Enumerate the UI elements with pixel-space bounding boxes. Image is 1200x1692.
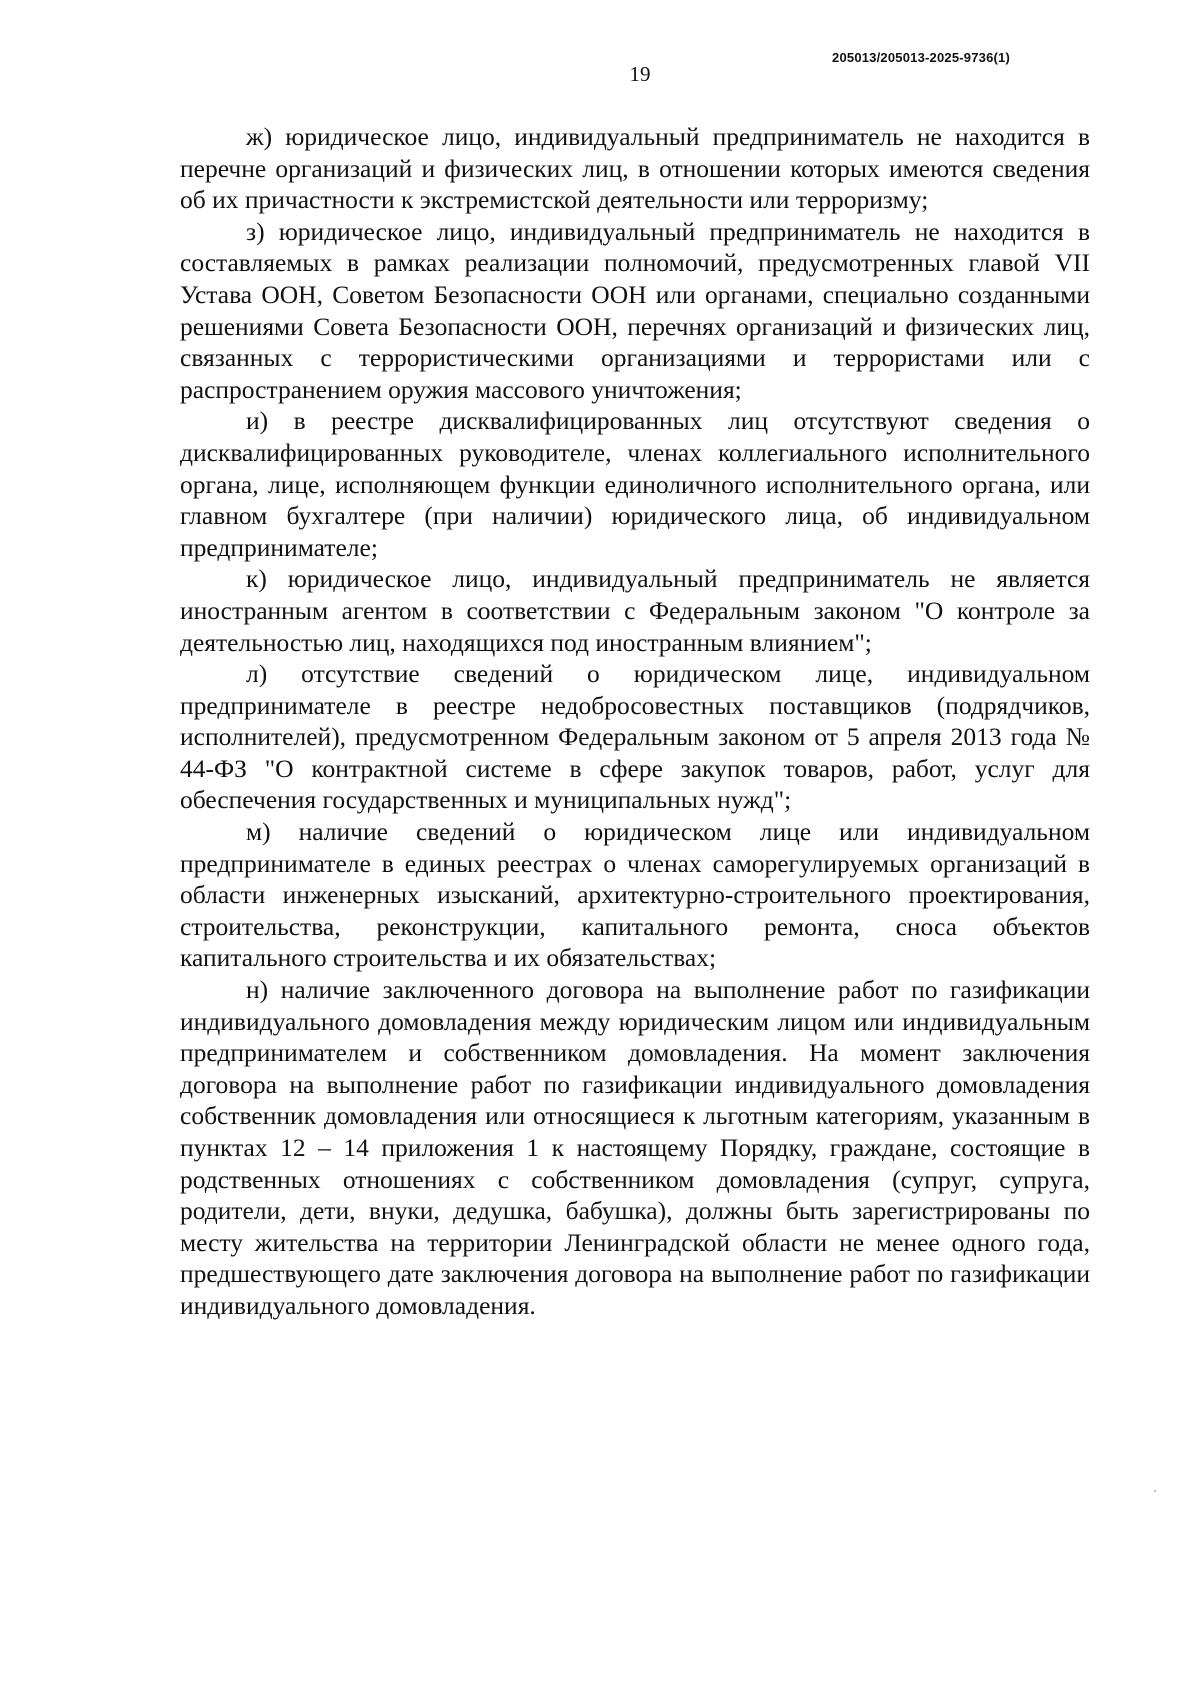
- paragraph-zh: ж) юридическое лицо, индивидуальный предприниматель не находится в перечне организаций и физических лиц, в отношении которых имеются сведения об их причастности к экстремистской деятельности или терроризму;: [180, 122, 1090, 215]
- document-body: [180, 121, 1090, 1322]
- paragraph-i: и) в реестре дисквалифицированных лиц отсутствуют сведения о дисквалифицированных руководителе, членах коллегиального исполнительного органа, лице, исполняющем функции единоличного исполнительного органа, или главном бухгалтере (при наличии) юридического лица, об индивидуальном предпринимателе;: [180, 406, 1090, 562]
- paragraph-z: з) юридическое лицо, индивидуальный предприниматель не находится в составляемых в рамках реализации полномочий, предусмотренных главой VII Устава ООН, Советом Безопасности ООН или органами, специально созданными решениями Совета Безопасности ООН, перечнях организаций и физических лиц, связанных с террористическими организациями и террористами или с распространением оружия массового уничтожения;: [180, 216, 1090, 404]
- scan-speck: [1154, 1490, 1156, 1492]
- paragraph-n: н) наличие заключенного договора на выполнение работ по газификации индивидуального домовладения между юридическим лицом или индивидуальным предпринимателем и собственником домовладения. На момент заключения договора на выполнение работ по газификации индивидуального домовладения собственник домовладения или относящиеся к льготным категориям, указанным в пунктах 12 – 14 приложения 1 к настоящему Порядку, граждане, состоящие в родственных отношениях с собственником домовладения (супруг, супруга, родители, дети, внуки, дедушка, бабушка), должны быть зарегистрированы по месту жительства на территории Ленинградской области не менее одного года, предшествующего дате заключения договора на выполнение работ по газификации индивидуального домовладения.: [180, 975, 1090, 1320]
- paragraph-k: к) юридическое лицо, индивидуальный предприниматель не является иностранным агентом в соответствии с Федеральным законом "О контроле за деятельностью лиц, находящихся под иностранным влиянием";: [180, 564, 1090, 657]
- paragraph-l: л) отсутствие сведений о юридическом лице, индивидуальном предпринимателе в реестре недобросовестных поставщиков (подрядчиков, исполнителей), предусмотренном Федеральным законом от 5 апреля 2013 года № 44-ФЗ "О контрактной системе в сфере закупок товаров, работ, услуг для обеспечения государственных и муниципальных нужд";: [180, 659, 1090, 815]
- paragraph-m: м) наличие сведений о юридическом лице или индивидуальном предпринимателе в единых реестрах о членах саморегулируемых организаций в области инженерных изысканий, архитектурно-строительного проектирования, строительства, реконструкции, капитального ремонта, сноса объектов капитального строительства и их обязательствах;: [180, 817, 1090, 973]
- page-number: 19: [629, 62, 651, 86]
- document-id: 205013/205013-2025-9736(1): [832, 50, 1010, 65]
